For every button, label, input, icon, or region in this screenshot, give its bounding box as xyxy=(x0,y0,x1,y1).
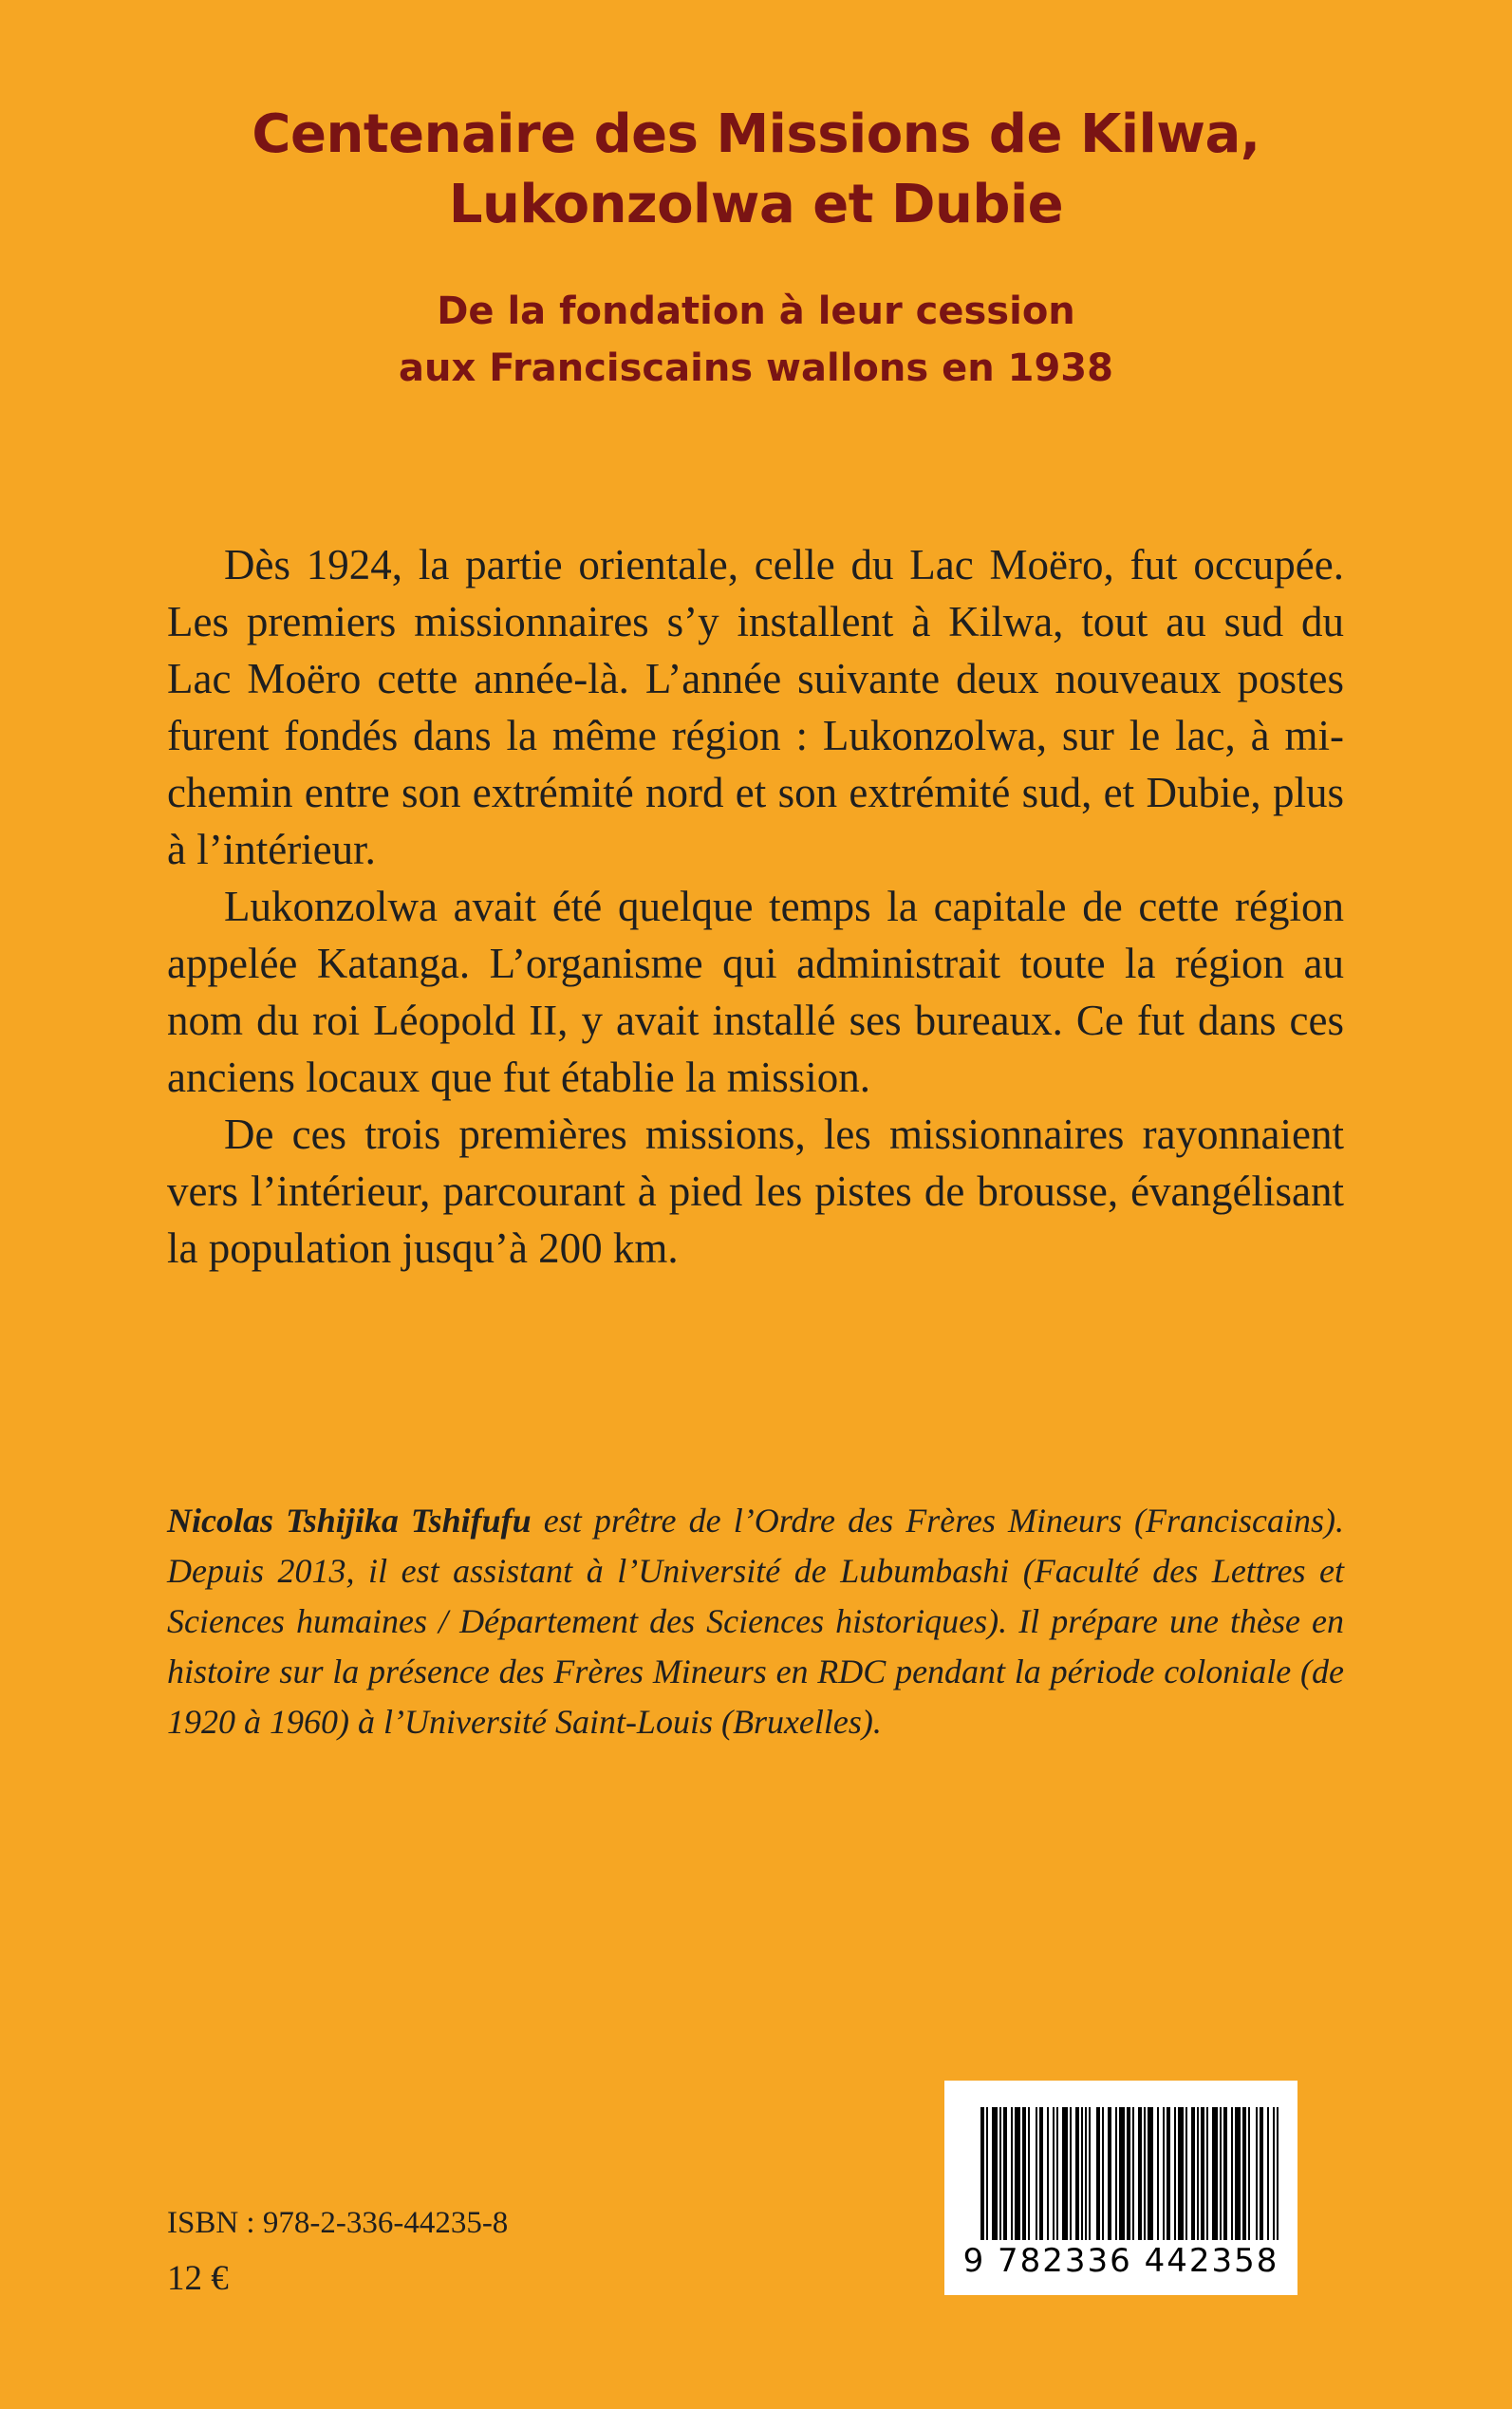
barcode-bar xyxy=(1039,2107,1043,2240)
barcode-bar xyxy=(1163,2107,1165,2240)
barcode-bar xyxy=(1174,2107,1176,2240)
barcode-bar xyxy=(1267,2107,1269,2240)
barcode-bars xyxy=(944,2081,1297,2248)
barcode-bar xyxy=(1056,2107,1058,2240)
book-title-line-2: Lukonzolwa et Dubie xyxy=(448,174,1064,235)
barcode-bar xyxy=(1102,2107,1104,2240)
blurb-paragraph: Lukonzolwa avait été quelque temps la capitale de cette région appelée Katanga. L’organisme qui administrait toute la région au nom du roi Léopold II, y avait installé ses bureaux. Ce fut dans ces anciens locaux que fut établie la mission. xyxy=(167,883,1344,1101)
book-title-line-1: Centenaire des Missions de Kilwa, xyxy=(252,103,1260,165)
barcode-bar xyxy=(1197,2107,1199,2240)
barcode-bar xyxy=(1127,2107,1130,2240)
barcode-bar xyxy=(1115,2107,1117,2240)
barcode xyxy=(944,2081,1297,2295)
barcode-bar xyxy=(1075,2107,1079,2240)
barcode-bar xyxy=(1220,2107,1222,2240)
barcode-bar xyxy=(1178,2107,1184,2240)
barcode-bar xyxy=(1248,2107,1250,2240)
author-bio xyxy=(167,1496,1344,1747)
barcode-bar xyxy=(1132,2107,1134,2240)
barcode-bar xyxy=(1157,2107,1159,2240)
barcode-bar xyxy=(1085,2107,1087,2240)
barcode-bar xyxy=(992,2107,998,2240)
book-subtitle xyxy=(0,283,1512,397)
barcode-bar xyxy=(1081,2107,1083,2240)
book-subtitle-line-1: De la fondation à leur cession xyxy=(437,289,1075,333)
barcode-bar xyxy=(1148,2107,1153,2240)
barcode-bar xyxy=(1011,2107,1013,2240)
barcode-bar xyxy=(1277,2107,1279,2240)
blurb xyxy=(167,536,1344,1277)
barcode-bar xyxy=(999,2107,1001,2240)
barcode-bar xyxy=(1003,2107,1007,2240)
barcode-bar xyxy=(1212,2107,1218,2240)
barcode-bar xyxy=(1185,2107,1187,2240)
barcode-bar xyxy=(1138,2107,1142,2240)
barcode-bar xyxy=(1144,2107,1146,2240)
barcode-bar xyxy=(1273,2107,1275,2240)
barcode-bar xyxy=(1108,2107,1111,2240)
barcode-bar xyxy=(1167,2107,1170,2240)
barcode-bar xyxy=(1119,2107,1125,2240)
barcode-bar xyxy=(1015,2107,1020,2240)
barcode-bar xyxy=(1231,2107,1233,2240)
barcode-bar xyxy=(1206,2107,1208,2240)
barcode-bar xyxy=(1256,2107,1258,2240)
book-title xyxy=(0,100,1512,240)
barcode-bar xyxy=(1242,2107,1246,2240)
barcode-number: 9 782336 442358 xyxy=(962,2242,1279,2280)
barcode-bar xyxy=(1089,2107,1091,2240)
barcode-bar xyxy=(986,2107,988,2240)
barcode-bar xyxy=(1201,2107,1204,2240)
isbn-label: ISBN : 978-2-336-44235-8 xyxy=(167,2206,509,2240)
barcode-bar xyxy=(1235,2107,1241,2240)
barcode-bar xyxy=(1053,2107,1055,2240)
barcode-bar xyxy=(1191,2107,1195,2240)
blurb-paragraph: Dès 1924, la partie orientale, celle du Lac Moëro, fut occupée. Les premiers missionnaires s’y installent à Kilwa, tout au sud du Lac Moëro cette année-là. L’année suivante deux nouveaux postes furent fondés dans la même région : Lukonzolwa, sur le lac, à mi-chemin entre son extrémité nord et son extrémité sud, et Dubie, plus à l’intérieur. xyxy=(167,541,1344,873)
author-name: Nicolas Tshijika Tshifufu xyxy=(167,1502,532,1540)
barcode-bar xyxy=(1223,2107,1227,2240)
barcode-bar xyxy=(1022,2107,1026,2240)
barcode-bar xyxy=(1036,2107,1037,2240)
barcode-bar xyxy=(1028,2107,1030,2240)
price-label: 12 € xyxy=(167,2259,229,2298)
barcode-bar xyxy=(1062,2107,1068,2240)
barcode-bar xyxy=(1070,2107,1072,2240)
barcode-bar xyxy=(1096,2107,1100,2240)
barcode-bar xyxy=(1047,2107,1049,2240)
author-bio-text: est prêtre de l’Ordre des Frères Mineurs (Franciscains). Depuis 2013, il est assistant à l’Université de Lubumbashi (Faculté des Lettres et Sciences humaines / Département des Sciences historiques). Il prépare une thèse en histoire sur la présence des Frères Mineurs en RDC pendant la période coloniale (de 1920 à 1960) à l’Université Saint-Louis (Bruxelles). xyxy=(167,1502,1345,1741)
blurb-paragraph: De ces trois premières missions, les missionnaires rayonnaient vers l’intérieur, parcourant à pied les pistes de brousse, évangélisant la population jusqu’à 200 km. xyxy=(167,1111,1344,1272)
barcode-bar xyxy=(980,2107,984,2240)
barcode-bar xyxy=(1260,2107,1263,2240)
book-subtitle-line-2: aux Franciscains wallons en 1938 xyxy=(399,346,1113,390)
